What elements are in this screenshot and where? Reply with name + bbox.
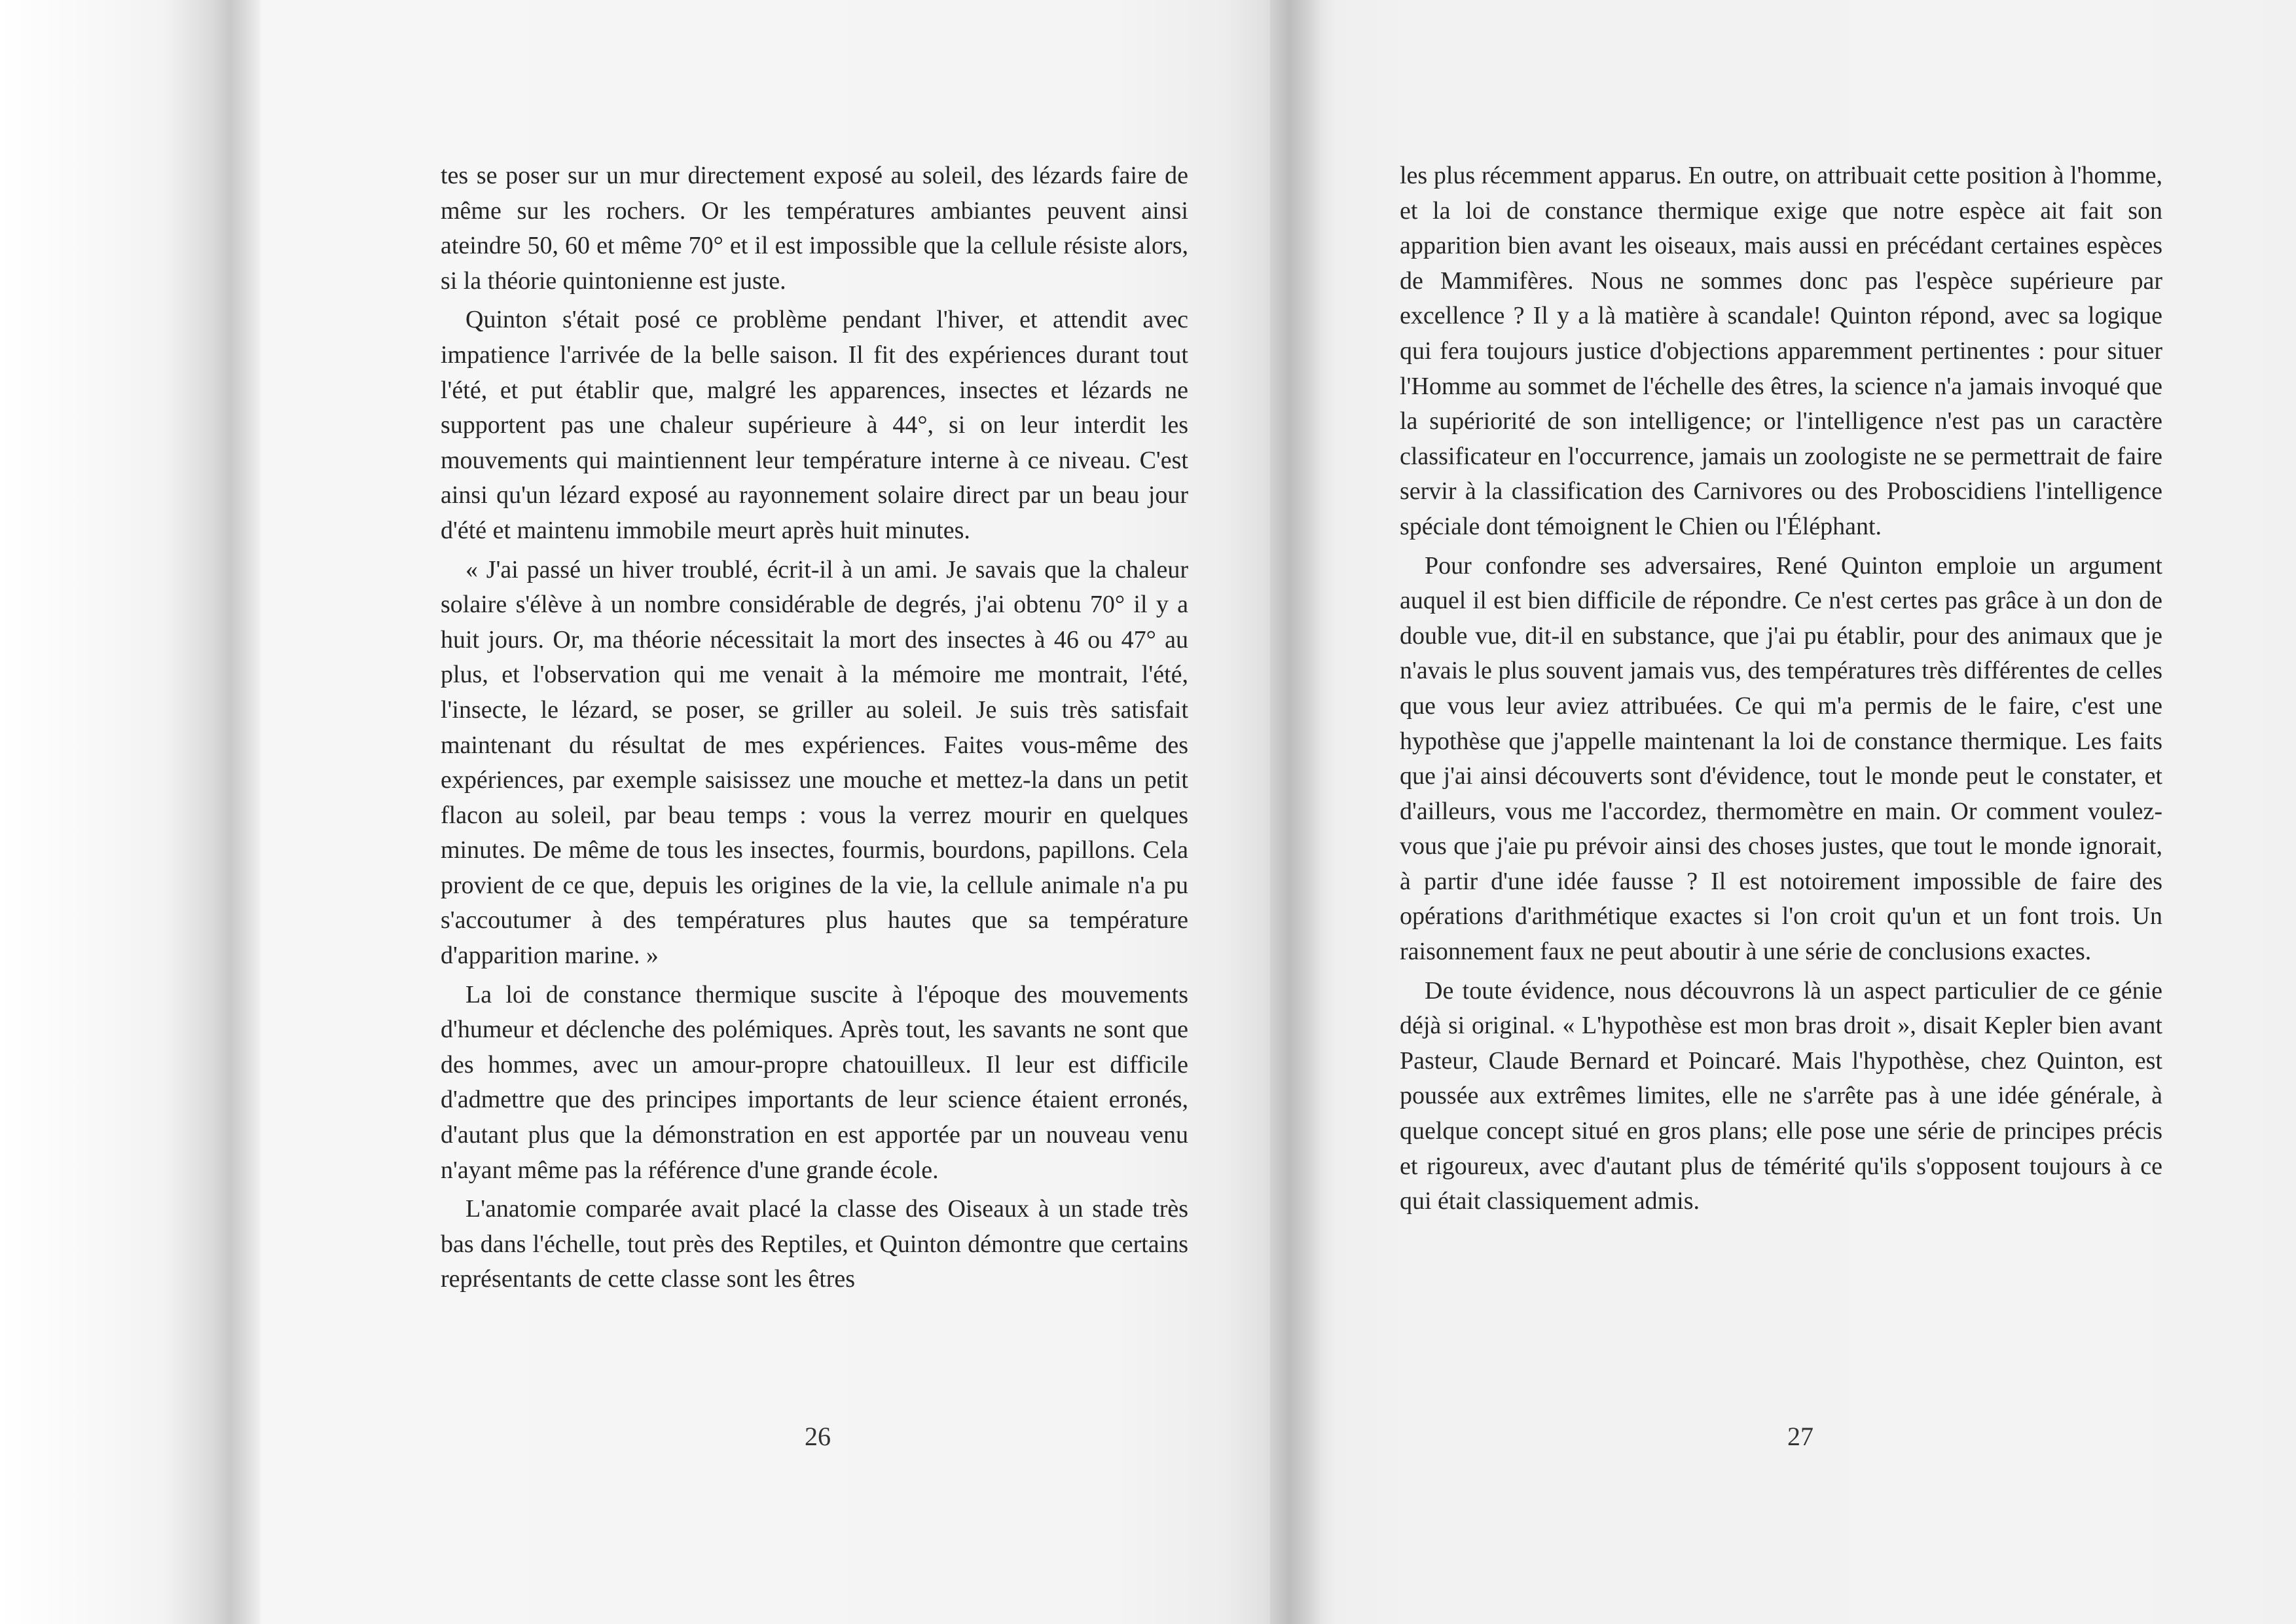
paragraph: Quinton s'était posé ce problème pendant l'hiver, et attendit avec impatience l'arrivée de la belle saison. Il fit des expériences durant tout l'été, et put établir que, malgré les apparences, insectes et lézards ne supportent pas une chaleur supérieure à 44°, si on leur interdit les mouvements qui maintiennent leur température interne à ce niveau. C'est ainsi qu'un lézard exposé au rayonnement solaire direct par un beau jour d'été et maintenu immobile meurt après huit minutes. [441, 306, 1188, 544]
paragraph: les plus récemment apparus. En outre, on attribuait cette position à l'homme, et la loi de constance thermique exige que notre espèce ait fait son apparition bien avant les oiseaux, mais aussi en précédant certaines espèces de Mammifères. Nous ne sommes donc pas l'espèce supérieure par excellence ? Il y a là matière à scandale! Quinton répond, avec sa logique qui fera toujours justice d'objections apparemment pertinentes : pour situer l'Homme au sommet de l'échelle des êtres, la science n'a jamais invoqué que la supériorité de son intelligence; or l'intelligence n'est pas un caractère classificateur en l'occurrence, jamais un zoologiste ne se permettrait de faire servir à la classification des Carnivores ou des Proboscidiens l'intelligence spéciale dont témoignent le Chien ou l'Éléphant. [1400, 162, 2162, 540]
left-page [262, 0, 1283, 1624]
paragraph: tes se poser sur un mur directement exposé au soleil, des lézards faire de même sur les rochers. Or les températures ambiantes peuvent ainsi ateindre 50, 60 et même 70° et il est impossible que la cellule résiste alors, si la théorie quintonienne est juste. [441, 162, 1188, 295]
paragraph: La loi de constance thermique suscite à l'époque des mouvements d'humeur et déclenche des polémiques. Après tout, les savants ne sont que des hommes, avec un amour-propre chatouilleux. Il leur est difficile d'admettre que des principes importants de leur science étaient erronés, d'autant plus que la démonstration en est apportée par un nouveau venu n'ayant même pas la référence d'une grande école. [441, 980, 1188, 1184]
paragraph: De toute évidence, nous découvrons là un aspect particulier de ce génie déjà si original. « L'hypothèse est mon bras droit », disait Kepler bien avant Pasteur, Claude Bernard et Poincaré. Mais l'hypothèse, chez Quinton, est poussée aux extrêmes limites, elle ne s'arrête pas à une idée générale, à quelque concept situé en gros plans; elle pose une série de principes précis et rigoureux, avec d'autant plus de témérité qu'ils s'opposent toujours à ce qui était classiquement admis. [1400, 976, 2162, 1215]
paragraph: Pour confondre ses adversaires, René Quinton emploie un argument auquel il est bien difficile de répondre. Ce n'est certes pas grâce à un don de double vue, dit-il en substance, que j'ai pu établir, pour des animaux que je n'avais le plus souvent jamais vus, des températures très différentes de celles que vous leur aviez attribuées. Ce qui m'a permis de le faire, c'est une hypothèse que j'appelle maintenant la loi de constance thermique. Les faits que j'ai ainsi découverts sont d'évidence, tout le monde peut le constater, et d'ailleurs, vous me l'accordez, thermomètre en main. Or comment voulez-vous que j'aie pu prévoir ainsi des choses justes, que tout le monde ignorait, à partir d'une idée fausse ? Il est notoirement impossible de faire des opérations d'arithmétique exactes si l'on croit qu'un et un font trois. Un raisonnement faux ne peut aboutir à une série de conclusions exactes. [1400, 551, 2162, 966]
paragraph: « J'ai passé un hiver troublé, écrit-il à un ami. Je savais que la chaleur solaire s'élève à un nombre considérable de degrés, j'ai obtenu 70° il y a huit jours. Or, ma théorie nécessitait la mort des insectes à 46 ou 47° au plus, et l'observation qui me venait à la mémoire me montrait, l'été, l'insecte, le lézard, se poser, se griller au soleil. Je suis très satisfait maintenant du résultat de mes expériences. Faites vous-même des expériences, par exemple saisissez une mouche et mettez-la dans un petit flacon au soleil, par beau temps : vous la verrez mourir en quelques minutes. De même de tous les insectes, fourmis, bourdons, papillons. Cela provient de ce que, depuis les origines de la vie, la cellule animale n'a pu s'accoutumer à des températures plus hautes que sa température d'apparition marine. » [441, 555, 1188, 970]
scan-edge-shadow [0, 0, 262, 1624]
right-page [1336, 0, 2296, 1624]
paragraph: L'anatomie comparée avait placé la classe des Oiseaux à un stade très bas dans l'échelle, tout près des Reptiles, et Quinton démontre que certains représentants de cette classe sont les êtres [441, 1195, 1188, 1293]
page-number: 27 [1787, 1422, 1813, 1451]
right-page-text [1400, 158, 2162, 1223]
left-page-text [441, 158, 1188, 1301]
book-gutter [1270, 0, 1336, 1624]
page-number: 26 [805, 1422, 831, 1451]
